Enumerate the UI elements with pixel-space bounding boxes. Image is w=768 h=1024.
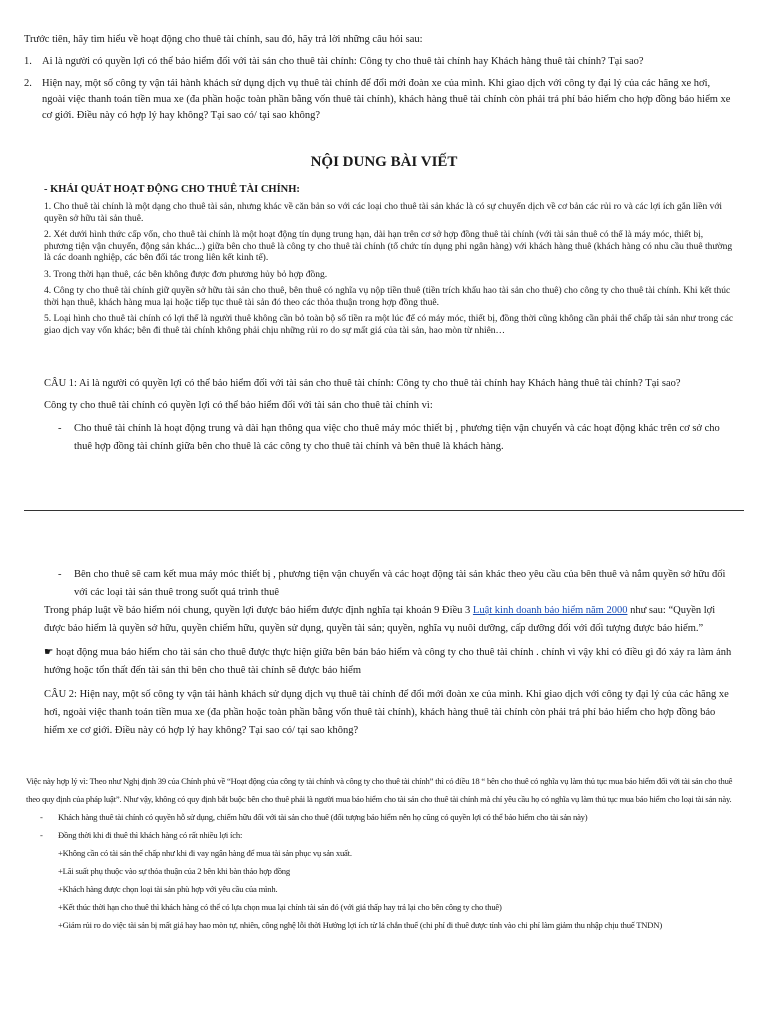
question-list	[24, 54, 736, 124]
answer-2-section	[26, 772, 738, 934]
question-text: Ai là người có quyền lợi có thể bảo hiểm đối với tài sản cho thuê tài chính: Công ty cho thuê tài chính hay Khách hàng thuê tài chính? Tại sao?	[42, 56, 644, 67]
answer-2-text: Việc này hợp lý vì: Theo như Nghị định 39 của Chính phủ về “Hoạt động của công ty tài chính và công ty cho thuê tài chính” thì có điều 18 “ bên cho thuê có nghĩa vụ làm thủ tục mua bảo hiểm đối với tài sản cho thuê theo quy định của pháp luật”. Như vậy, không có quy định bắt buộc bên cho thuê phải là người mua bảo hiểm cho tài sản cho thuê tài chính mà chỉ yêu cầu họ có nghĩa vụ làm thủ tục mua bảo hiểm cho loại tài sản này.	[26, 776, 733, 804]
answer-bullet-text: Cho thuê tài chính là hoạt động trung và dài hạn thông qua việc cho thuê máy móc thiết bị , phương tiện vận chuyển và các hoạt động khác trên cơ sở cho thuê hợp đồng tài chính giữa bên cho thuê là các công ty cho thuê tài chính và bên thuê là khách hàng.	[74, 423, 720, 452]
intro-text: Trước tiên, hãy tìm hiểu về hoạt động cho thuê tài chính, sau đó, hãy trả lời những câu hỏi sau:	[24, 34, 423, 45]
benefit-item: +Lãi suất phụ thuộc vào sự thỏa thuận của 2 bên khi bàn thảo hợp đồng	[58, 866, 290, 876]
law-text-before: Trong pháp luật về bảo hiểm nói chung, quyền lợi được bảo hiểm được định nghĩa tại khoản 9 Điều 3	[44, 605, 473, 616]
page-2-section	[44, 566, 734, 746]
dash-marker: -	[40, 830, 43, 840]
overview-item: 5. Loại hình cho thuê tài chính có lợi thế là người thuê không cần bỏ toàn bộ số tiền ra một lúc để có máy móc, thiết bị, đồng thời cũng không cần phải thế chấp tài sản như trong các giao dịch vay vốn khác; bên đi thuê tài chính không phải chịu những rủi ro do sự mất giá của tài sản, hao mòn từ nhiên…	[44, 314, 734, 336]
question-1-section	[44, 376, 734, 456]
question-2-title: CÂU 2: Hiện nay, một số công ty vận tải hành khách sử dụng dịch vụ thuê tài chính để đổi mới đoàn xe của mình. Khi giao dịch với công ty đại lý của các hãng xe hơi, ngoài việc thanh toán tiền mua xe (đa phần hoặc toàn phần bằng vốn thuê tài chính), khách hàng thuê tài chính còn phải trả phí bảo hiểm cho hợp đồng bảo hiểm xe cơ giới. Điều này có hợp lý hay không? Tại sao có/ tại sao không?	[44, 689, 729, 736]
answer-2-dash-text: Đồng thời khi đi thuê thì khách hàng có rất nhiều lợi ích:	[58, 830, 243, 840]
answer-bullet	[44, 420, 734, 456]
overview-item: 4. Công ty cho thuê tài chính giữ quyền sở hữu tài sản cho thuê, bên thuê có nghĩa vụ nộp tiền thuê (tiền trích khấu hao tài sản cho thuê) cho công ty cho thuê tài chính. Khi kết thúc thời hạn thuê, khách hàng mua lại hoặc tiếp tục thuê tài sản đó theo các thỏa thuận trong hợp đồng thuê.	[44, 286, 731, 308]
benefit-item: +Giảm rủi ro do việc tài sản bị mất giá hay hao mòn tự, nhiên, công nghệ lỗi thời Hưởng lợi ích từ lá chắn thuế (chi phí đi thuê được tính vào chi phí làm giảm thu nhập chịu thuế TNDN)	[58, 920, 662, 930]
answer-2-dash	[26, 826, 738, 844]
benefit-item: +Khách hàng được chọn loại tài sản phù hợp với yêu cầu của mình.	[58, 884, 278, 894]
law-link[interactable]: Luật kinh doanh bảo hiểm năm 2000	[472, 605, 628, 616]
question-text: Hiện nay, một số công ty vận tải hành khách sử dụng dịch vụ thuê tài chính để đổi mới đoàn xe của mình. Khi giao dịch với công ty đại lý của các hãng xe hơi, ngoài việc thanh toán tiền mua xe (đa phần hoặc toàn phần bằng vốn thuê tài chính), khách hàng thuê tài chính còn phải trả phí bảo hiểm cho hợp đồng bảo hiểm xe cơ giới. Điều này có hợp lý hay không? Tại sao có/ tại sao không?	[42, 78, 731, 121]
conclusion-paragraph: ☛ hoạt động mua bảo hiểm cho tài sản cho thuê được thực hiện giữa bên bán bảo hiểm và công ty cho thuê tài chính . chính vì vậy khi có điều gì đó xảy ra làm ảnh hưởng hoặc tổn thất đến tài sản thì bên cho thuê tài chính sẽ được bảo hiểm	[44, 647, 732, 676]
question-1-answer: Công ty cho thuê tài chính có quyền lợi có thể bảo hiểm đối với tài sản cho thuê tài chính vì:	[44, 400, 433, 411]
overview-items	[44, 202, 734, 342]
intro-section	[24, 32, 736, 124]
answer-bullet-text: Bên cho thuê sẽ cam kết mua máy móc thiết bị , phương tiện vận chuyển và các hoạt động tài sản khác theo yêu cầu của bên thuê và nắm quyền sở hữu đối với các loại tài sản thuê trong suốt quá trình thuê	[74, 569, 726, 598]
page-separator	[24, 510, 744, 511]
overview-item: 3. Trong thời hạn thuê, các bên không được đơn phương hủy bỏ hợp đồng.	[44, 269, 328, 280]
dash-marker: -	[58, 423, 62, 434]
answer-2-dash-text: Khách hàng thuê tài chính có quyền hỗ sử dụng, chiếm hữu đối với tài sản cho thuê (đối tượng bảo hiểm nên họ cũng có quyền lợi có thể bảo hiểm cho tài sản này)	[58, 812, 588, 822]
benefit-item: +Kết thúc thời hạn cho thuê thì khách hàng có thể có lựa chọn mua lại chính tài sản đó (với giá thấp hay trả lại cho bên công ty cho thuê)	[58, 902, 502, 912]
dash-marker: -	[58, 569, 62, 580]
question-item-2	[24, 76, 736, 124]
dash-marker: -	[40, 812, 43, 822]
answer-2-dash	[26, 808, 738, 826]
question-1-title: CÂU 1: Ai là người có quyền lợi có thể bảo hiểm đối với tài sản cho thuê tài chính: Công ty cho thuê tài chính hay Khách hàng thuê tài chính? Tại sao?	[44, 378, 681, 389]
law-text-after: như sau: “Quyền lợi được bảo hiểm là quyền sở hữu, quyền chiếm hữu, quyền sử dụng, quyền tài sản; quyền, nghĩa vụ nuôi dưỡng, cấp dưỡng đối với đối tượng được bảo hiểm.”	[44, 605, 716, 634]
question-number: 2.	[24, 78, 32, 89]
benefit-item: +Không cần có tài sản thế chấp như khi đi vay ngân hàng để mua tài sản phục vụ sản xuất.	[58, 848, 352, 858]
subheading: - KHÁI QUÁT HOẠT ĐỘNG CHO THUÊ TÀI CHÍNH:	[44, 184, 300, 195]
overview-item: 1. Cho thuê tài chính là một dạng cho thuê tài sản, nhưng khác về căn bản so với các loại cho thuê tài sản khác là có sự chuyển dịch về cơ bản các rủi ro và các lợi ích gắn liền với quyền sở hữu tài sản thuê.	[44, 202, 723, 224]
section-heading: NỘI DUNG BÀI VIẾT	[310, 154, 458, 170]
question-item-1	[24, 54, 736, 70]
law-paragraph	[44, 602, 734, 638]
question-number: 1.	[24, 56, 32, 67]
answer-bullet	[44, 566, 734, 602]
overview-item: 2. Xét dưới hình thức cấp vốn, cho thuê tài chính là một hoạt động tín dụng trung hạn, dài hạn trên cơ sở hợp đồng thuê tài chính (với tài sản thuê có thể là máy móc, thiết bị, phương tiện vận chuyển, động sản khác...) giữa bên cho thuê là công ty cho thuê tài chính (tổ chức tín dụng phi ngân hàng) với khách hàng thuê (khách hàng có nhu cầu thuê thường là các doanh nghiệp, các bên đối tác trong liên kết kinh tế).	[44, 230, 733, 263]
